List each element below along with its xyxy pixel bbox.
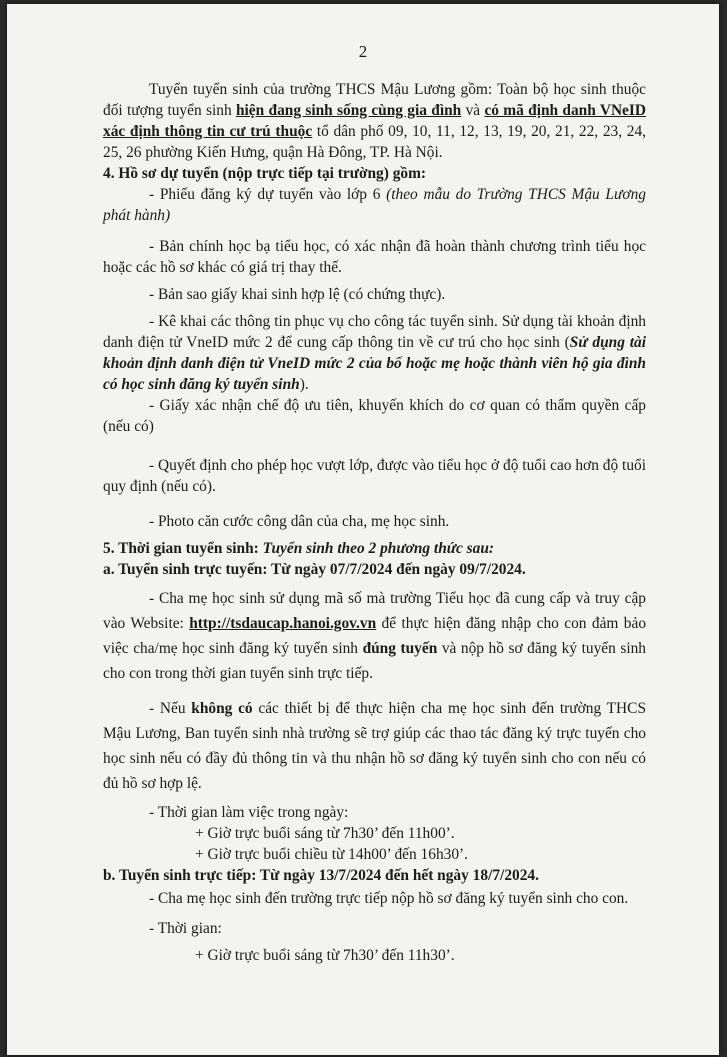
- s4-item-1-italic: (theo mẫu do Trường THCS Mậu Lương phát hành): [103, 186, 646, 224]
- section-5-heading-bold: 5. Thời gian tuyển sinh:: [103, 540, 263, 557]
- s5a-afternoon-hours: + Giờ trực buổi chiều từ 14h00’ đến 16h30’.: [195, 846, 469, 863]
- section-5a-heading: a. Tuyển sinh trực tuyến: Từ ngày 07/7/2024 đến ngày 09/7/2024.: [103, 561, 526, 578]
- s4-item-registration-form: [103, 184, 646, 226]
- section-4-heading: 4. Hồ sơ dự tuyển (nộp trực tiếp tại trường) gồm:: [103, 165, 427, 182]
- section-5b-heading: b. Tuyển sinh trực tiếp: Từ ngày 13/7/2024 đến hết ngày 18/7/2024.: [103, 867, 539, 884]
- s4-item-birth-certificate: - Bản sao giấy khai sinh hợp lệ (có chứng thực).: [149, 286, 446, 303]
- s5a-item-2-bold: không có: [191, 700, 253, 717]
- scope-underlined-vneid: có mã định danh VNeID xác định thông tin cư trú thuộc: [103, 102, 646, 140]
- s4-item-priority-certificate: - Giấy xác nhận chế độ ưu tiên, khuyến khích do cơ quan có thẩm quyền cấp (nếu có): [103, 397, 646, 435]
- scope-underlined-residence: hiện đang sinh sống cùng gia đình: [235, 102, 462, 119]
- section-5-heading-bold-italic: Tuyển sinh theo 2 phương thức sau:: [262, 540, 495, 557]
- s5a-item-1-text-2: để thực hiện đăng nhập cho con đảm bảo việc cha/mẹ học sinh đăng ký tuyển sinh: [103, 615, 647, 657]
- scope-text-areas: tổ dân phố 09, 10, 11, 12, 13, 19, 20, 21, 22, 23, 24, 25, 26 phường Kiến Hưng, quận Hà Đông, TP. Hà Nội.: [103, 123, 646, 161]
- s5a-item-2-text: - Nếu: [149, 700, 192, 717]
- s4-item-4-bold-italic: Sử dụng tài khoản định danh điện tử VneID mức 2 của bố hoặc mẹ hoặc thành viên hộ gia đình có học sinh đăng ký tuyển sinh: [103, 334, 647, 393]
- s5b-time-label: - Thời gian:: [149, 920, 222, 937]
- enrollment-website-link[interactable]: http://tsdaucap.hanoi.gov.vn: [189, 615, 377, 632]
- s5a-item-1-text: - Cha mẹ học sinh sử dụng mã số mà trường Tiểu học đã cung cấp và truy cập vào Website:: [103, 590, 646, 632]
- enrollment-scope-paragraph: [103, 79, 646, 163]
- scope-text-and: và: [461, 102, 485, 119]
- s5a-item-no-device: [103, 696, 646, 796]
- section-5-heading: [103, 538, 646, 559]
- s4-item-id-photocopy: - Photo căn cước công dân của cha, mẹ học sinh.: [149, 513, 450, 530]
- s5a-morning-hours: + Giờ trực buổi sáng từ 7h30’ đến 11h00’.: [195, 825, 455, 842]
- s4-item-grade-skip-decision: - Quyết định cho phép học vượt lớp, được vào tiểu học ở độ tuổi cao hơn độ tuổi quy định (nếu có).: [103, 457, 646, 495]
- document-page: [7, 4, 719, 1055]
- scope-text: Tuyển tuyển sinh của trường THCS Mậu Lương gồm: Toàn bộ học sinh thuộc đối tượng tuyển sinh: [103, 81, 646, 119]
- s5a-working-hours-label: - Thời gian làm việc trong ngày:: [149, 804, 349, 821]
- s4-item-4-end: ).: [299, 376, 309, 393]
- s4-item-transcript: - Bản chính học bạ tiểu học, có xác nhận đã hoàn thành chương trình tiểu học hoặc các hồ sơ khác có giá trị thay thế.: [103, 238, 646, 276]
- s5a-item-2-text-2: các thiết bị để thực hiện cha mẹ học sinh đến trường THCS Mậu Lương, Ban tuyển sinh nhà trường sẽ trợ giúp các thao tác đăng ký trực tuyến cho học sinh nếu có đầy đủ thông tin và thu nhận hồ sơ đăng ký tuyển sinh cho con nếu có đủ hồ sơ hợp lệ.: [103, 700, 646, 792]
- s4-item-declaration: [103, 311, 646, 395]
- s5b-item-direct-submission: - Cha mẹ học sinh đến trường trực tiếp nộp hồ sơ đăng ký tuyển sinh cho con.: [149, 890, 629, 907]
- document-body: [103, 79, 646, 966]
- s4-item-1-text: - Phiếu đăng ký dự tuyển vào lớp 6: [149, 186, 387, 203]
- page-number: 2: [358, 42, 368, 61]
- s4-item-4-text: - Kê khai các thông tin phục vụ cho công tác tuyển sinh. Sử dụng tài khoản định danh điện tử VneID mức 2 để cung cấp thông tin về cư trú cho học sinh (: [103, 313, 646, 351]
- s5a-item-1-text-3: và nộp hồ sơ đăng ký tuyển sinh cho con trong thời gian tuyển sinh trực tiếp.: [103, 640, 646, 682]
- s5a-item-website: [103, 586, 646, 686]
- s5a-item-1-bold: đúng tuyến: [362, 640, 438, 657]
- s5b-morning-hours: + Giờ trực buổi sáng từ 7h30’ đến 11h30’.: [195, 947, 455, 964]
